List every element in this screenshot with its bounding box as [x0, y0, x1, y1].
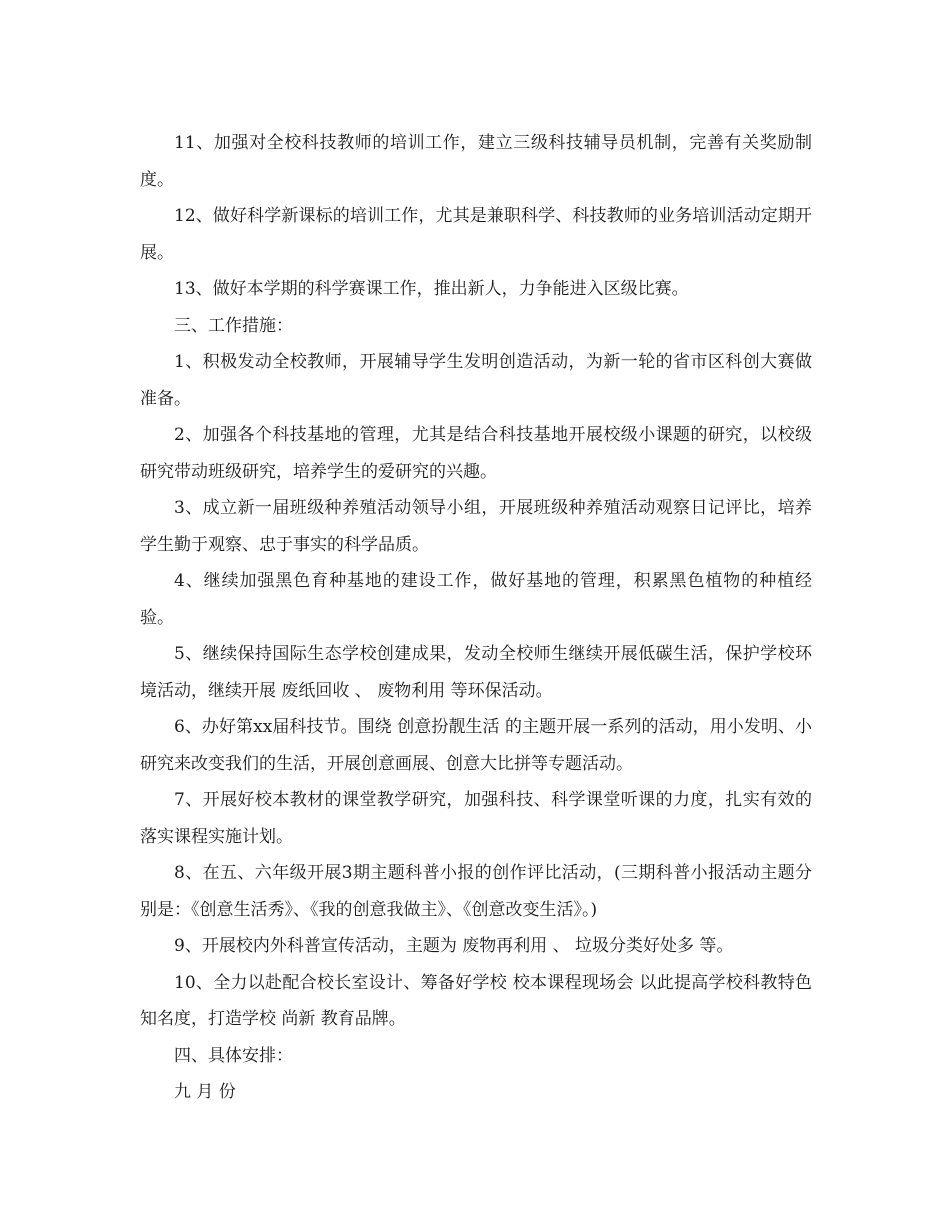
measure-item-9: 9、开展校内外科普宣传活动，主题为 废物再利用 、 垃圾分类好处多 等。 — [174, 936, 734, 956]
measure-item-1: 1、积极发动全校教师，开展辅导学生发明创造活动，为新一轮的省市区科创大赛做准备。 — [140, 352, 812, 409]
document-body — [140, 125, 812, 1111]
measure-item-8: 8、在五、六年级开展3期主题科普小报的创作评比活动，(三期科普小报活动主题分别是：《创意生活秀》、《我的创意我做主》、《创意改变生活》。) — [140, 863, 812, 920]
measure-item-6: 6、办好第xx届科技节。围绕 创意扮靓生活 的主题开展一系列的活动，用小发明、小研究来改变我们的生活，开展创意画展、创意大比拼等专题活动。 — [140, 717, 812, 774]
measure-item-3: 3、成立新一届班级种养殖活动领导小组，开展班级种养殖活动观察日记评比，培养学生勤于观察、忠于事实的科学品质。 — [140, 498, 812, 555]
paragraph-item-12: 12、做好科学新课标的培训工作，尤其是兼职科学、科技教师的业务培训活动定期开展。 — [140, 206, 812, 263]
measure-item-5: 5、继续保持国际生态学校创建成果，发动全校师生继续开展低碳生活，保护学校环境活动，继续开展 废纸回收 、 废物利用 等环保活动。 — [140, 644, 812, 701]
measure-item-2: 2、加强各个科技基地的管理，尤其是结合科技基地开展校级小课题的研究，以校级研究带动班级研究，培养学生的爱研究的兴趣。 — [140, 425, 812, 482]
measure-item-7: 7、开展好校本教材的课堂教学研究，加强科技、科学课堂听课的力度，扎实有效的落实课程实施计划。 — [140, 790, 812, 847]
section-heading-measures: 三、工作措施： — [174, 315, 293, 336]
section-heading-schedule: 四、具体安排： — [174, 1045, 293, 1066]
measure-item-4: 4、继续加强黑色育种基地的建设工作，做好基地的管理，积累黑色植物的种植经验。 — [140, 571, 812, 628]
schedule-month-label: 九 月 份 — [174, 1082, 236, 1102]
measure-item-10: 10、全力以赴配合校长室设计、筹备好学校 校本课程现场会 以此提高学校科教特色 知名度，打造学校 尚新 教育品牌。 — [140, 972, 812, 1029]
paragraph-item-13: 13、做好本学期的科学赛课工作，推出新人，力争能进入区级比赛。 — [174, 279, 689, 299]
paragraph-item-11: 11、加强对全校科技教师的培训工作，建立三级科技辅导员机制，完善有关奖励制度。 — [140, 133, 812, 190]
